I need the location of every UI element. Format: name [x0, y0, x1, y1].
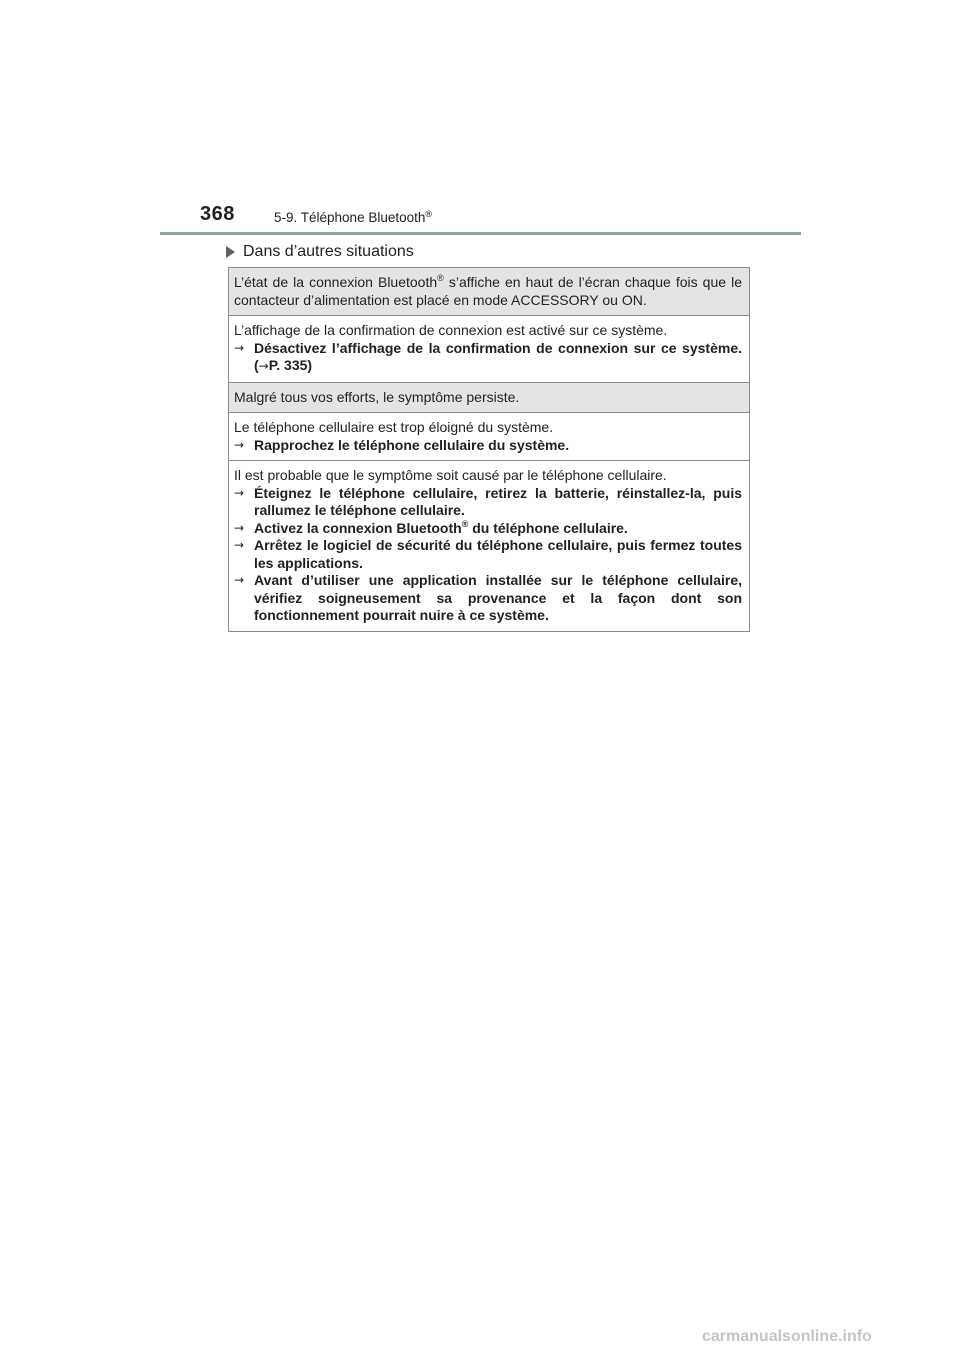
watermark: carmanualsonline.info: [702, 1328, 872, 1345]
remedy-text: [254, 340, 742, 376]
arrow-icon: →: [234, 437, 245, 452]
remedy-item: [234, 485, 742, 520]
remedy-text: Rapprochez le téléphone cellulaire du système.: [254, 436, 570, 453]
cause-text: Il est probable que le symptôme soit causé par le téléphone cellulaire.: [234, 467, 667, 483]
header-rule: [160, 232, 801, 235]
troubleshooting-table: [228, 267, 750, 632]
arrow-icon: →: [234, 520, 245, 535]
cause-row: [229, 315, 749, 382]
remedy-text-part: Désactivez l’affichage de la confirmation de connexion sur ce système. (: [254, 339, 742, 373]
cause-row: [229, 412, 749, 460]
remedy-item: [234, 437, 742, 455]
arrow-icon: →: [234, 573, 245, 587]
remedy-text: Arrêtez le logiciel de sécurité du téléphone cellulaire, puis fermez toutes les applications.: [254, 537, 742, 571]
subheading: [226, 243, 414, 261]
remedy-item: [234, 537, 742, 572]
arrow-icon: →: [258, 359, 269, 373]
subheading-text: Dans d’autres situations: [243, 243, 414, 260]
remedy-text: [254, 520, 742, 538]
remedy-text-part: du téléphone cellulaire.: [468, 519, 628, 536]
symptom-text: [234, 274, 742, 309]
remedy-item: [234, 520, 742, 538]
page-number: 368: [200, 203, 235, 225]
remedy-text-part: Activez la connexion Bluetooth: [254, 519, 462, 536]
cause-row: [229, 460, 749, 631]
section-title: [274, 209, 432, 225]
symptom-row: [229, 382, 749, 413]
registered-mark: ®: [437, 273, 444, 283]
cause-text: L’affichage de la confirmation de connexion est activé sur ce système.: [234, 322, 668, 338]
symptom-text-part: L’état de la connexion Bluetooth: [234, 274, 438, 290]
page-reference: P. 335): [268, 357, 313, 373]
triangle-bullet-icon: [226, 246, 235, 258]
symptom-text-part: s’affiche en haut de l’écran chaque fois que le contacteur d’alimentation est placé en mode ACCESSORY ou ON.: [234, 274, 742, 308]
remedy-text: Éteignez le téléphone cellulaire, retirez la batterie, réinstallez-la, puis rallumez le téléphone cellulaire.: [254, 484, 742, 518]
cause-text: Le téléphone cellulaire est trop éloigné du système.: [234, 419, 554, 435]
registered-mark: ®: [425, 209, 433, 219]
section-title-text: 5-9. Téléphone Bluetooth: [274, 210, 426, 225]
remedy-item: [234, 340, 742, 376]
symptom-text: Malgré tous vos efforts, le symptôme persiste.: [234, 388, 520, 405]
arrow-icon: →: [234, 485, 245, 500]
remedy-text: Avant d’utiliser une application installée sur le téléphone cellulaire, vérifiez soigneusement sa provenance et la façon dont son fonctionnement pourrait nuire à ce système.: [254, 572, 742, 623]
arrow-icon: →: [234, 340, 245, 355]
remedy-item: [234, 572, 742, 625]
arrow-icon: →: [234, 538, 245, 552]
symptom-row: [229, 268, 749, 315]
registered-mark: ®: [461, 518, 469, 529]
